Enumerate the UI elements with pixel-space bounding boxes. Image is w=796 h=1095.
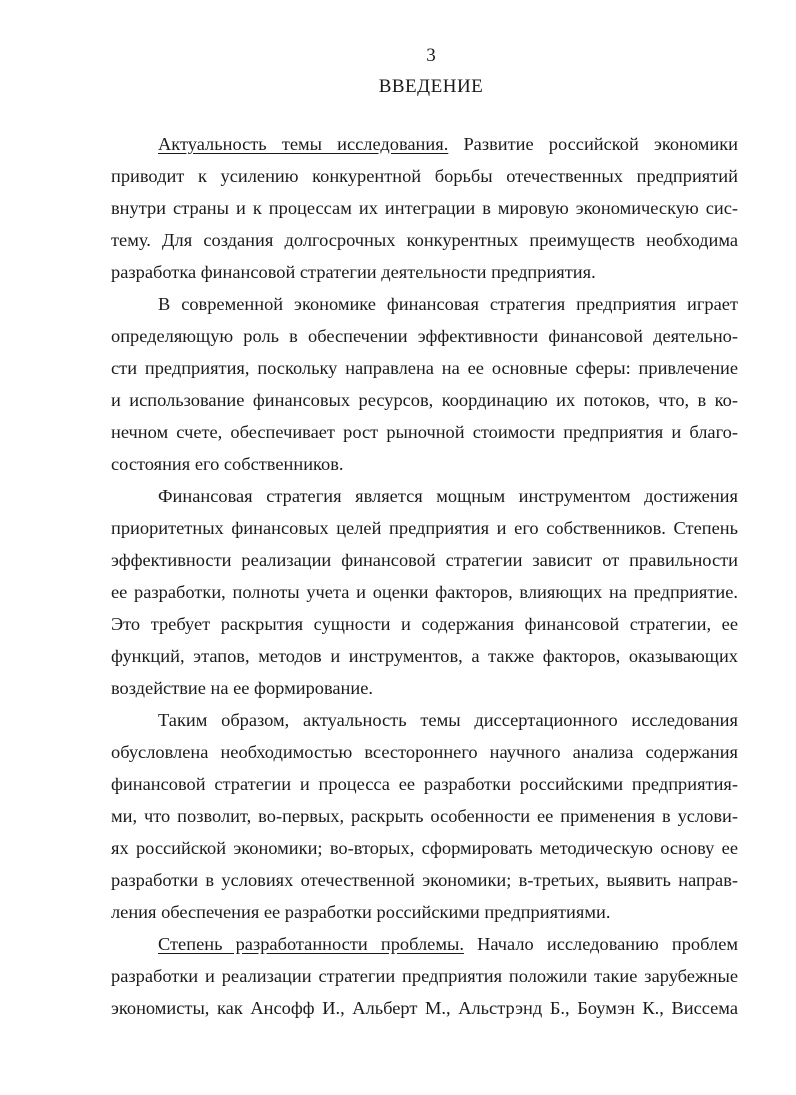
text-line: состояния его собственников. bbox=[111, 454, 344, 474]
text-line: разработка финансовой стратегии деятельности предприятия. bbox=[111, 262, 596, 282]
text-line: ми, что позволит, во-первых, раскрыть особенности ее применения в услови- bbox=[111, 806, 738, 826]
page-number: 3 bbox=[426, 45, 436, 66]
text-line: Финансовая стратегия является мощным инструментом достижения bbox=[158, 486, 738, 506]
text-line: финансовой стратегии и процесса ее разработки российскими предприятия- bbox=[111, 774, 738, 794]
text-line: тему. Для создания долгосрочных конкурентных преимуществ необходима bbox=[111, 230, 738, 250]
text-line: нечном счете, обеспечивает рост рыночной стоимости предприятия и благо- bbox=[111, 422, 738, 442]
text-line: сти предприятия, поскольку направлена на ее основные сферы: привлечение bbox=[111, 358, 738, 378]
text-line: Таким образом, актуальность темы диссертационного исследования bbox=[158, 710, 738, 730]
text-line: приоритетных финансовых целей предприятия и его собственников. Степень bbox=[111, 518, 738, 538]
text-line: В современной экономике финансовая стратегия предприятия играет bbox=[158, 294, 738, 314]
text-span: Начало исследованию проблем bbox=[463, 934, 738, 954]
text-line: внутри страны и к процессам их интеграции в мировую экономическую сис- bbox=[111, 198, 738, 218]
text-span: Развитие российской экономики bbox=[448, 134, 739, 154]
text-line: ее разработки, полноты учета и оценки факторов, влияющих на предприятие. bbox=[111, 582, 738, 602]
text-line bbox=[158, 928, 738, 960]
text-line: разработки и реализации стратегии предприятия положили такие зарубежные bbox=[111, 966, 738, 986]
text-line: разработки в условиях отечественной экономики; в-третьих, выявить направ- bbox=[111, 870, 738, 890]
text-line bbox=[158, 128, 738, 160]
text-line: Это требует раскрытия сущности и содержания финансовой стратегии, ее bbox=[111, 614, 738, 634]
section-heading-development: Степень разработанности проблемы. bbox=[158, 934, 464, 954]
text-line: и использование финансовых ресурсов, координацию их потоков, что, в ко- bbox=[111, 390, 738, 410]
text-line: ях российской экономики; во-вторых, сформировать методическую основу ее bbox=[111, 838, 738, 858]
text-line: ления обеспечения ее разработки российскими предприятиями. bbox=[111, 902, 611, 922]
text-line: воздействие на ее формирование. bbox=[111, 678, 374, 698]
text-line: функций, этапов, методов и инструментов, а также факторов, оказывающих bbox=[111, 646, 738, 666]
text-line: обусловлена необходимостью всестороннего научного анализа содержания bbox=[111, 742, 738, 762]
text-line: приводит к усилению конкурентной борьбы отечественных предприятий bbox=[111, 166, 738, 186]
page-title: ВВЕДЕНИЕ bbox=[378, 76, 484, 97]
text-line: эффективности реализации финансовой стратегии зависит от правильности bbox=[111, 550, 738, 570]
section-heading-actuality: Актуальность темы исследования. bbox=[158, 134, 449, 154]
text-line: определяющую роль в обеспечении эффективности финансовой деятельно- bbox=[111, 326, 738, 346]
text-line: экономисты, как Ансофф И., Альберт М., Альстрэнд Б., Боумэн К., Виссема bbox=[111, 998, 738, 1018]
